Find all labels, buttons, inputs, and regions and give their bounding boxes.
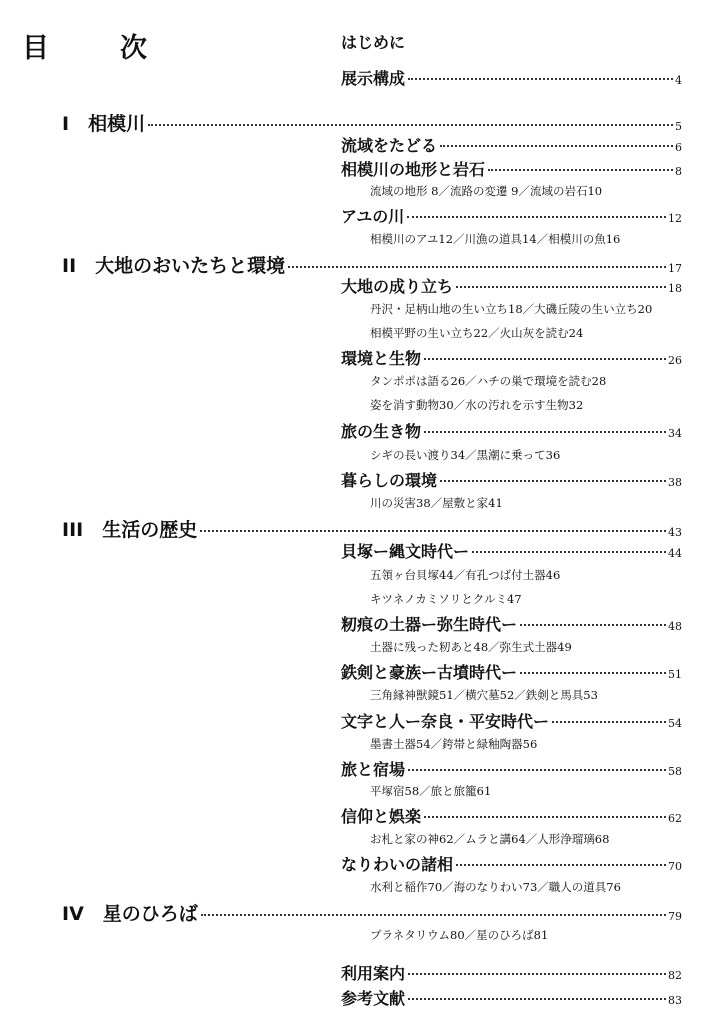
page-number: 38 xyxy=(668,476,682,489)
toc-entry[interactable] xyxy=(341,204,682,227)
subtopics: 丹沢・足柄山地の生い立ち18／大磯丘陵の生い立ち20 xyxy=(370,302,653,316)
leader-dots xyxy=(407,216,666,218)
page-number: 17 xyxy=(668,262,682,275)
toc-entry-exhibit[interactable] xyxy=(341,66,682,89)
subtopics: 姿を消す動物30／水の汚れを示す生物32 xyxy=(370,398,584,412)
entry-title: 旅の生き物 xyxy=(341,422,422,441)
page-number: 48 xyxy=(668,620,682,633)
toc-entry-guide[interactable] xyxy=(341,961,682,984)
subtopics: 水利と稲作70／海のなりわい73／職人の道具76 xyxy=(370,880,621,894)
page-number: 51 xyxy=(668,668,682,681)
leader-dots xyxy=(440,145,673,147)
toc-entry[interactable] xyxy=(341,539,682,562)
leader-dots xyxy=(408,78,673,80)
page-number: 4 xyxy=(675,74,682,87)
toc-entry-references[interactable] xyxy=(341,986,682,1009)
subtopics: 流域の地形 8／流路の変遷 9／流域の岩石10 xyxy=(370,184,603,198)
page-number: 58 xyxy=(668,765,682,778)
subtopics: 三角縁神獣鏡51／横穴墓52／鉄剣と馬具53 xyxy=(370,688,598,702)
section-title: IV 星のひろば xyxy=(62,903,198,925)
leader-dots xyxy=(424,431,666,433)
entry-title: 暮らしの環境 xyxy=(341,471,438,490)
entry-title: アユの川 xyxy=(341,207,405,226)
entry-title: 利用案内 xyxy=(341,964,406,983)
subtopics: 平塚宿58／旅と旅籠61 xyxy=(370,784,492,798)
page-number: 62 xyxy=(668,812,682,825)
toc-entry[interactable] xyxy=(341,709,682,732)
toc-section-3[interactable] xyxy=(62,515,682,542)
leader-dots xyxy=(456,286,666,288)
page-number: 83 xyxy=(668,994,682,1007)
leader-dots xyxy=(288,266,666,268)
toc-entry[interactable] xyxy=(341,852,682,875)
entry-title: 大地の成り立ち xyxy=(341,277,454,296)
leader-dots xyxy=(552,721,666,723)
toc-entry[interactable] xyxy=(341,612,682,635)
leader-dots xyxy=(440,480,666,482)
page-number: 34 xyxy=(668,427,682,440)
page-number: 54 xyxy=(668,717,682,730)
entry-title: 環境と生物 xyxy=(341,349,422,368)
subtopics: タンポポは語る26／ハチの巣で環境を読む28 xyxy=(370,374,607,388)
page-number: 26 xyxy=(668,354,682,367)
toc-entry[interactable] xyxy=(341,419,682,442)
page-number: 12 xyxy=(668,212,682,225)
entry-title: 信仰と娯楽 xyxy=(341,807,422,826)
entry-title: 展示構成 xyxy=(341,69,406,88)
entry-title: 参考文献 xyxy=(341,989,406,1008)
leader-dots xyxy=(456,864,666,866)
entry-title: 相模川の地形と岩石 xyxy=(341,160,486,179)
page-title: 目 次 xyxy=(22,33,169,64)
toc-entry[interactable] xyxy=(341,274,682,297)
page-number: 79 xyxy=(668,910,682,923)
leader-dots xyxy=(408,973,666,975)
page-number: 70 xyxy=(668,860,682,873)
section-title: I 相模川 xyxy=(62,113,146,135)
toc-entry[interactable] xyxy=(341,660,682,683)
leader-dots xyxy=(424,816,666,818)
toc-entry[interactable] xyxy=(341,468,682,491)
subtopics: 川の災害38／屋敷と家41 xyxy=(370,496,503,510)
subtopics: シギの長い渡り34／黒潮に乗って36 xyxy=(370,448,561,462)
leader-dots xyxy=(408,998,666,1000)
page-number: 8 xyxy=(675,165,682,178)
subtopics: 五領ヶ台貝塚44／有孔つば付土器46 xyxy=(370,568,561,582)
subtopics: プラネタリウム80／星のひろば81 xyxy=(370,928,549,942)
section-title: II 大地のおいたちと環境 xyxy=(62,255,286,277)
page-number: 44 xyxy=(668,547,682,560)
page-number: 82 xyxy=(668,969,682,982)
page-number: 18 xyxy=(668,282,682,295)
section-title: III 生活の歴史 xyxy=(62,519,198,541)
subtopics: 土器に残った籾あと48／弥生式土器49 xyxy=(370,640,572,654)
toc-entry[interactable] xyxy=(341,346,682,369)
leader-dots xyxy=(520,672,666,674)
entry-title: 貝塚ー縄文時代ー xyxy=(341,542,470,561)
toc-entry[interactable] xyxy=(341,804,682,827)
leader-dots xyxy=(472,551,666,553)
intro-heading: はじめに xyxy=(341,33,406,52)
leader-dots xyxy=(200,530,666,532)
leader-dots xyxy=(408,769,666,771)
page-number: 5 xyxy=(675,120,682,133)
toc-section-1[interactable] xyxy=(62,109,682,136)
page-number: 43 xyxy=(668,526,682,539)
entry-title: 鉄剣と豪族ー古墳時代ー xyxy=(341,663,518,682)
entry-title: 流域をたどる xyxy=(341,136,438,155)
toc-entry[interactable] xyxy=(341,133,682,156)
subtopics: 相模平野の生い立ち22／火山灰を読む24 xyxy=(370,326,584,340)
entry-title: 旅と宿場 xyxy=(341,760,406,779)
subtopics: 墨書土器54／銙帯と緑釉陶器56 xyxy=(370,737,538,751)
toc-entry[interactable] xyxy=(341,157,682,180)
entry-title: 籾痕の土器ー弥生時代ー xyxy=(341,615,518,634)
entry-title: 文字と人ー奈良・平安時代ー xyxy=(341,712,550,731)
leader-dots xyxy=(488,169,673,171)
entry-title: なりわいの諸相 xyxy=(341,855,454,874)
leader-dots xyxy=(424,358,666,360)
leader-dots xyxy=(201,914,666,916)
subtopics: キツネノカミソリとクルミ47 xyxy=(370,592,522,606)
leader-dots xyxy=(148,124,673,126)
toc-entry[interactable] xyxy=(341,757,682,780)
subtopics: 相模川のアユ12／川漁の道具14／相模川の魚16 xyxy=(370,232,621,246)
toc-section-4[interactable] xyxy=(62,899,682,926)
leader-dots xyxy=(520,624,666,626)
page-number: 6 xyxy=(675,141,682,154)
subtopics: お札と家の神62／ムラと講64／人形浄瑠璃68 xyxy=(370,832,610,846)
